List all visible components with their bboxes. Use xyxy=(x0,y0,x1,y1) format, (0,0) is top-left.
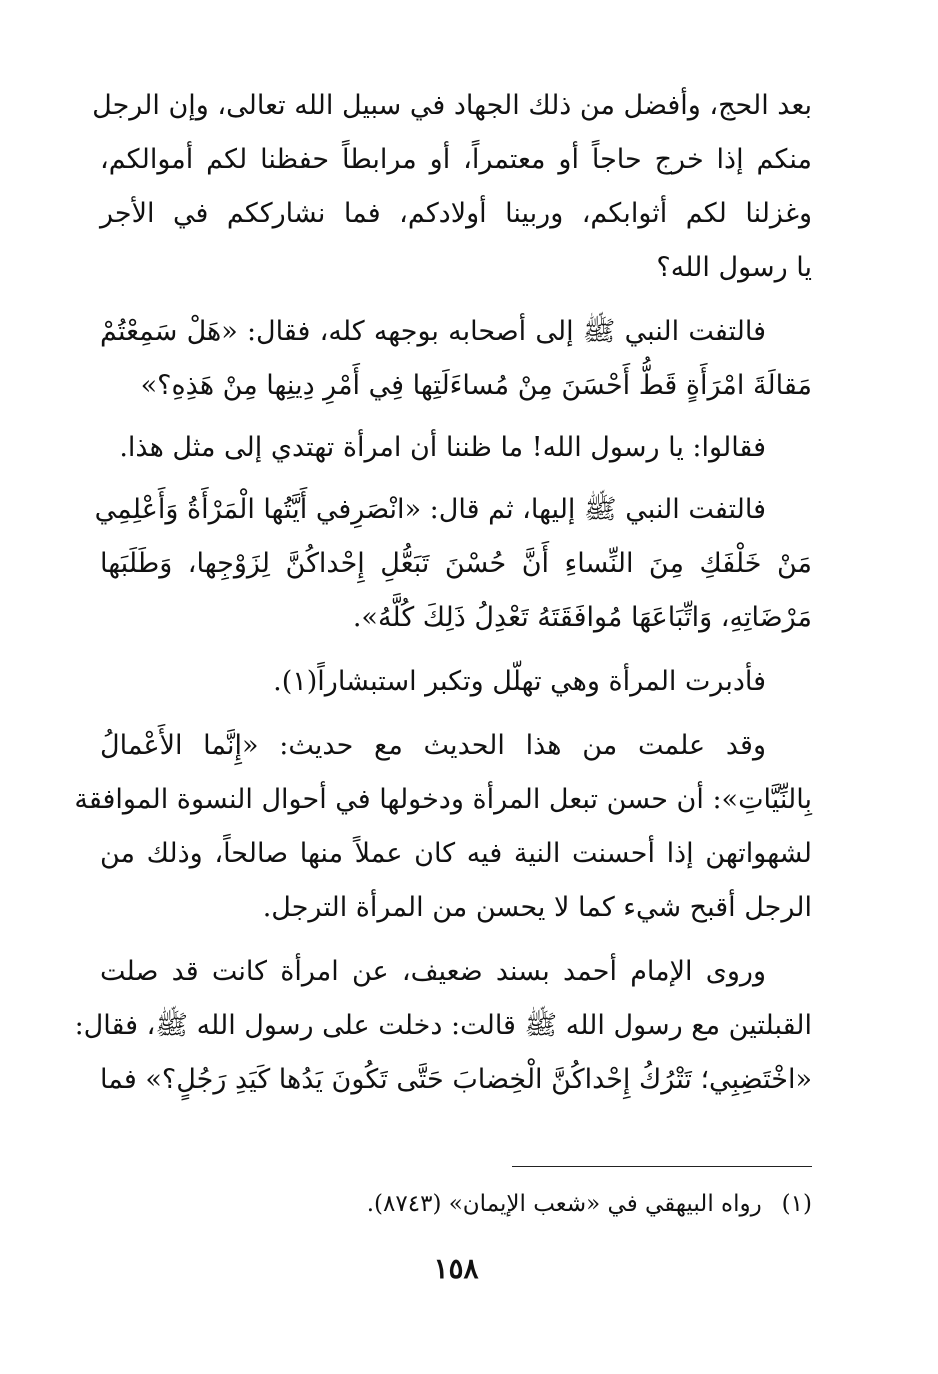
page-number: ١٥٨ xyxy=(433,1252,479,1285)
text-line: بِالنِّيَّاتِ»: أن حسن تبعل المرأة ودخولها في أحوال النسوة الموافقة xyxy=(74,784,812,815)
footnote-number: (١) xyxy=(781,1191,812,1217)
text-line: مَرْضَاتِهِ، وَاتِّبَاعَهَا مُوافَقَتَهُ تَعْدِلُ ذَلِكَ كُلَّهُ». xyxy=(352,602,812,633)
footnote xyxy=(367,1188,812,1220)
page-body xyxy=(74,88,812,1328)
text-line: فقالوا: يا رسول الله! ما ظننا أن امرأة تهتدي إلى مثل هذا. xyxy=(119,432,766,463)
text-line: فأدبرت المرأة وهي تهلّل وتكبر استبشاراً(١). xyxy=(273,666,766,697)
text-line: يا رسول الله؟ xyxy=(656,252,812,283)
text-line: القبلتين مع رسول الله ﷺ قالت: دخلت على رسول الله ﷺ، فقال: xyxy=(74,1010,812,1041)
text-line: فالتفت النبي ﷺ إليها، ثم قال: «انْصَرِفي أَيَّتُها الْمَرْأَةُ وَأَعْلِمِي xyxy=(94,494,766,525)
text-line: بعد الحج، وأفضل من ذلك الجهاد في سبيل الله تعالى، وإن الرجل xyxy=(92,90,812,121)
text-line: «اخْتَضِبِي؛ تَتْرُكُ إِحْداكُنَّ الْخِضابَ حَتَّى تَكُونَ يَدُها كَيَدِ رَجُلٍ؟» فما xyxy=(100,1064,812,1095)
text-line: لشهواتهن إذا أحسنت النية فيه كان عملاً منها صالحاً، وذلك من xyxy=(100,838,812,869)
text-line: منكم إذا خرج حاجاً أو معتمراً، أو مرابطاً حفظنا لكم أموالكم، xyxy=(100,144,812,175)
text-line: مَنْ خَلْفَكِ مِنَ النِّساءِ أَنَّ حُسْنَ تَبَعُّلِ إِحْداكُنَّ لِزَوْجِها، وَطَلَبَها xyxy=(100,548,812,579)
text-line: وروى الإمام أحمد بسند ضعيف، عن امرأة كانت قد صلت xyxy=(100,956,766,987)
text-line: وقد علمت من هذا الحديث مع حديث: «إِنَّما الأَعْمالُ xyxy=(100,730,766,761)
footnote-separator xyxy=(512,1166,812,1167)
text-line: مَقالَةَ امْرَأَةٍ قَطُّ أَحْسَنَ مِنْ مُساءَلَتِها فِي أَمْرِ دِينِها مِنْ هَذِهِ؟» xyxy=(140,370,812,401)
text-line: فالتفت النبي ﷺ إلى أصحابه بوجهه كله، فقال: «هَلْ سَمِعْتُمْ xyxy=(100,316,766,347)
text-line: وغزلنا لكم أثوابكم، وربينا أولادكم، فما نشارككم في الأجر xyxy=(100,198,812,229)
text-line: الرجل أقبح شيء كما لا يحسن من المرأة الترجل. xyxy=(262,892,812,923)
footnote-text: رواه البيهقي في «شعب الإيمان» (٨٧٤٣). xyxy=(366,1191,762,1217)
